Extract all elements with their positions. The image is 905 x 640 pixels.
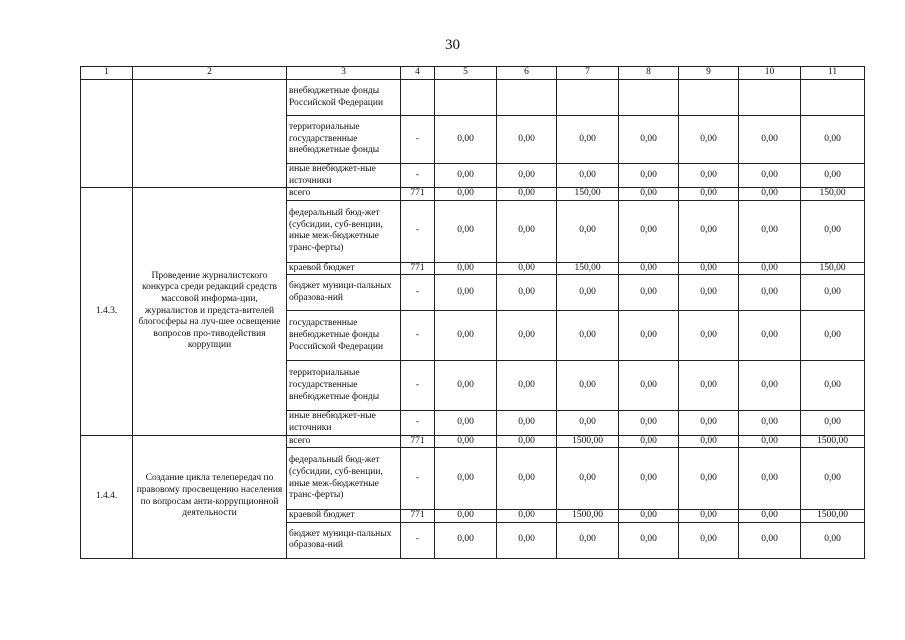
funding-source: территориальные государственные внебюджетные фонды [287,361,401,411]
budget-code-cell: - [401,522,435,558]
funding-source: внебюджетные фонды Российской Федерации [287,80,401,116]
funding-source: федеральный бюд-жет (субсидии, суб-венции, иные меж-бюджетные транс-ферты) [287,200,401,262]
amount-cell: 0,00 [739,200,801,262]
amount-cell: 0,00 [801,200,865,262]
amount-cell: 0,00 [739,262,801,275]
amount-cell: 0,00 [619,200,679,262]
amount-cell: 0,00 [619,164,679,188]
amount-cell: 0,00 [557,411,619,435]
amount-cell: 0,00 [435,435,497,448]
amount-cell: 0,00 [619,116,679,164]
budget-code-cell: 771 [401,262,435,275]
amount-cell: 0,00 [679,262,739,275]
item-name: Проведение журналистского конкурса среди редакций средств массовой информа-ции, журналистов и предста-вителей блогосферы на луч-шее освещение вопросов про-тиводействия коррупции [133,188,287,435]
budget-code-cell: 771 [401,435,435,448]
column-header: 9 [679,67,739,80]
amount-cell: 0,00 [619,275,679,311]
funding-source: государственные внебюджетные фонды Российской Федерации [287,311,401,361]
amount-cell: 0,00 [801,361,865,411]
column-header: 8 [619,67,679,80]
amount-cell: 0,00 [435,411,497,435]
amount-cell [619,80,679,116]
page-number: 30 [445,37,460,53]
amount-cell: 0,00 [497,448,557,510]
amount-cell [739,80,801,116]
amount-cell: 0,00 [497,361,557,411]
amount-cell: 0,00 [497,262,557,275]
amount-cell: 0,00 [557,522,619,558]
amount-cell: 0,00 [739,411,801,435]
amount-cell: 0,00 [497,510,557,523]
column-header: 7 [557,67,619,80]
budget-code-cell [401,80,435,116]
column-header: 6 [497,67,557,80]
amount-cell: 0,00 [679,164,739,188]
column-header: 11 [801,67,865,80]
column-header: 3 [287,67,401,80]
column-number-row [81,67,865,80]
column-header: 1 [81,67,133,80]
amount-cell: 0,00 [679,275,739,311]
amount-cell: 0,00 [619,311,679,361]
amount-cell: 1500,00 [557,510,619,523]
amount-cell: 1500,00 [801,510,865,523]
amount-cell: 0,00 [739,275,801,311]
amount-cell: 0,00 [619,361,679,411]
amount-cell: 0,00 [679,311,739,361]
amount-cell: 0,00 [497,275,557,311]
funding-source: бюджет муници-пальных образова-ний [287,275,401,311]
amount-cell: 0,00 [435,522,497,558]
amount-cell: 0,00 [497,116,557,164]
amount-cell: 1500,00 [801,435,865,448]
amount-cell [801,80,865,116]
amount-cell: 0,00 [739,510,801,523]
amount-cell: 0,00 [435,200,497,262]
budget-code-cell: - [401,200,435,262]
amount-cell: 0,00 [739,448,801,510]
amount-cell: 150,00 [557,262,619,275]
amount-cell: 0,00 [435,116,497,164]
column-header: 5 [435,67,497,80]
budget-code-cell: 771 [401,188,435,201]
amount-cell: 0,00 [679,411,739,435]
amount-cell: 0,00 [679,200,739,262]
amount-cell: 0,00 [739,311,801,361]
amount-cell: 0,00 [619,510,679,523]
item-name: Создание цикла телепередач по правовому просвещению населения по вопросам анти-коррупционной деятельности [133,435,287,558]
budget-code-cell: 771 [401,510,435,523]
amount-cell: 0,00 [801,164,865,188]
amount-cell: 0,00 [435,311,497,361]
amount-cell: 0,00 [435,188,497,201]
amount-cell: 0,00 [619,188,679,201]
amount-cell: 0,00 [679,188,739,201]
amount-cell: 0,00 [557,361,619,411]
amount-cell: 0,00 [497,200,557,262]
amount-cell: 0,00 [739,361,801,411]
amount-cell: 0,00 [497,435,557,448]
amount-cell: 0,00 [801,522,865,558]
amount-cell: 0,00 [557,116,619,164]
column-header: 2 [133,67,287,80]
funding-source: федеральный бюд-жет (субсидии, суб-венции, иные меж-бюджетные транс-ферты) [287,448,401,510]
budget-code-cell: - [401,448,435,510]
amount-cell: 0,00 [497,522,557,558]
amount-cell: 0,00 [739,188,801,201]
column-header: 10 [739,67,801,80]
item-code [81,80,133,188]
amount-cell: 0,00 [679,435,739,448]
amount-cell: 0,00 [497,188,557,201]
amount-cell: 0,00 [435,262,497,275]
amount-cell [679,80,739,116]
funding-source: всего [287,188,401,201]
budget-code-cell: - [401,275,435,311]
amount-cell: 0,00 [557,164,619,188]
amount-cell: 0,00 [619,522,679,558]
amount-cell: 0,00 [739,116,801,164]
funding-source: иные внебюджет-ные источники [287,164,401,188]
amount-cell: 0,00 [801,448,865,510]
amount-cell: 150,00 [557,188,619,201]
funding-source: территориальные государственные внебюджетные фонды [287,116,401,164]
funding-source: бюджет муници-пальных образова-ний [287,522,401,558]
amount-cell: 0,00 [801,275,865,311]
table-row [81,80,865,116]
amount-cell: 0,00 [435,275,497,311]
amount-cell: 1500,00 [557,435,619,448]
amount-cell: 0,00 [435,361,497,411]
item-name [133,80,287,188]
amount-cell [497,80,557,116]
budget-code-cell: - [401,361,435,411]
item-code: 1.4.4. [81,435,133,558]
amount-cell: 0,00 [619,262,679,275]
budget-code-cell: - [401,116,435,164]
amount-cell: 0,00 [557,448,619,510]
amount-cell: 0,00 [739,522,801,558]
funding-source: иные внебюджет-ные источники [287,411,401,435]
amount-cell [435,80,497,116]
budget-code-cell: - [401,411,435,435]
amount-cell: 150,00 [801,262,865,275]
funding-source: краевой бюджет [287,510,401,523]
amount-cell: 0,00 [557,200,619,262]
amount-cell: 150,00 [801,188,865,201]
amount-cell: 0,00 [801,411,865,435]
funding-source: всего [287,435,401,448]
amount-cell: 0,00 [619,435,679,448]
amount-cell: 0,00 [619,411,679,435]
amount-cell: 0,00 [679,510,739,523]
amount-cell: 0,00 [739,435,801,448]
amount-cell: 0,00 [435,164,497,188]
amount-cell [557,80,619,116]
amount-cell: 0,00 [679,448,739,510]
budget-code-cell: - [401,164,435,188]
funding-source: краевой бюджет [287,262,401,275]
amount-cell: 0,00 [557,311,619,361]
amount-cell: 0,00 [497,411,557,435]
amount-cell: 0,00 [739,164,801,188]
table-row [81,188,865,201]
amount-cell: 0,00 [801,311,865,361]
budget-table [80,66,865,559]
budget-code-cell: - [401,311,435,361]
column-header: 4 [401,67,435,80]
amount-cell: 0,00 [497,164,557,188]
amount-cell: 0,00 [679,361,739,411]
amount-cell: 0,00 [435,510,497,523]
item-code: 1.4.3. [81,188,133,435]
amount-cell: 0,00 [557,275,619,311]
amount-cell: 0,00 [619,448,679,510]
amount-cell: 0,00 [801,116,865,164]
table-row [81,435,865,448]
amount-cell: 0,00 [679,522,739,558]
amount-cell: 0,00 [679,116,739,164]
amount-cell: 0,00 [435,448,497,510]
amount-cell: 0,00 [497,311,557,361]
